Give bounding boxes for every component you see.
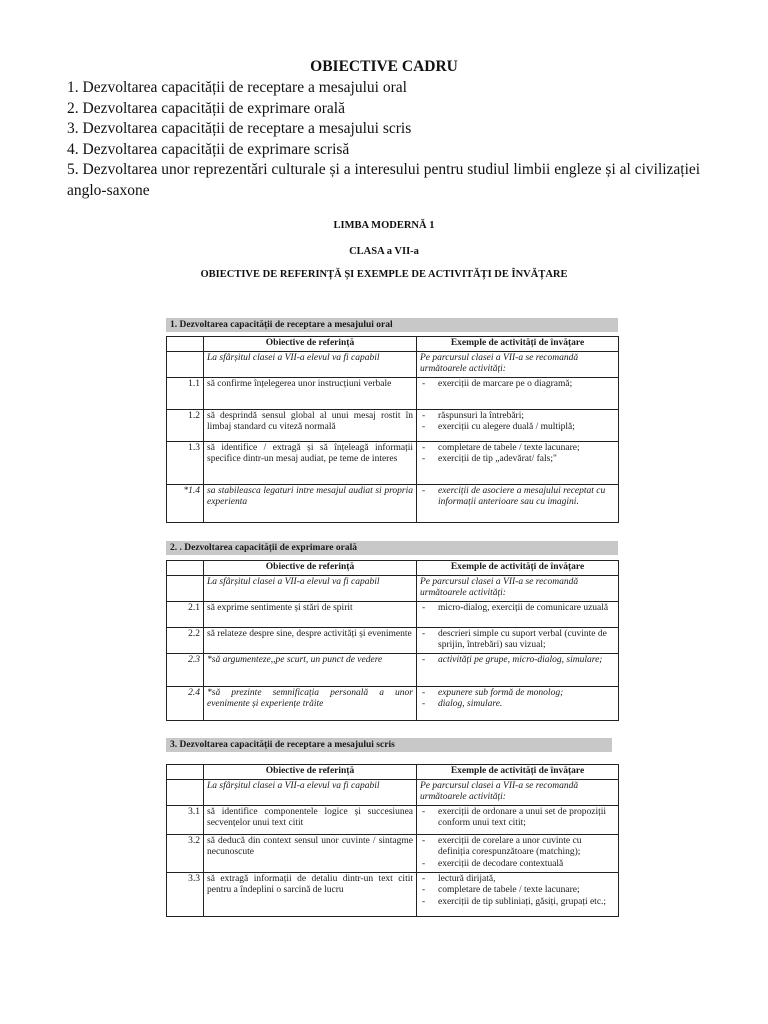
activity-item: - completare de tabele / texte lacunare; — [420, 443, 615, 455]
intro-examples: Pe parcursul clasei a VII-a se recomandă următoarele activități: — [417, 351, 619, 377]
section-2-table — [166, 560, 619, 721]
header-objective: Obiective de referință — [204, 765, 417, 780]
header-objective: Obiective de referință — [204, 561, 417, 576]
row-examples — [417, 441, 619, 484]
table-row — [167, 409, 619, 441]
row-examples — [417, 872, 619, 916]
activity-item: - exerciții de decodare contextuală — [420, 859, 615, 871]
framework-objectives-list — [67, 78, 707, 202]
class-title: CLASA a VII-a — [349, 246, 419, 257]
activity-item: - activități pe grupe, micro-dialog, simulare; — [420, 655, 615, 667]
table-row — [167, 627, 619, 653]
row-number: 2.4 — [167, 686, 204, 720]
framework-objective-4: 4. Dezvoltarea capacității de exprimare scrisă — [67, 140, 350, 158]
row-examples — [417, 805, 619, 834]
row-number: 2.1 — [167, 601, 204, 627]
row-objective: să identifice componentele logice și succesiunea secvențelor unui text citit — [204, 805, 417, 834]
table-row — [167, 653, 619, 686]
row-objective: să desprindă sensul global al unui mesaj rostit în limbaj standard cu viteză normală — [204, 409, 417, 441]
header-empty-cell — [167, 337, 204, 352]
section-1-table — [166, 336, 619, 523]
framework-objective-1: 1. Dezvoltarea capacității de receptare a mesajului oral — [67, 79, 407, 96]
header-empty-cell — [167, 561, 204, 576]
row-number: 2.2 — [167, 627, 204, 653]
activity-item: - exerciții cu alegere duală / multiplă; — [420, 422, 615, 434]
table-header-row — [167, 765, 619, 780]
row-number: 1.1 — [167, 377, 204, 409]
intro-examples: Pe parcursul clasei a VII-a se recomandă următoarele activități: — [417, 575, 619, 601]
section-3-title: 3. Dezvoltarea capacității de receptare a mesajului scris — [166, 738, 612, 752]
table-row — [167, 441, 619, 484]
framework-objective-5: 5. Dezvoltarea unor reprezentări culturale și a interesului pentru studiul limbii engleze și al civilizației anglo-saxone — [67, 161, 701, 199]
header-examples: Exemple de activități de învățare — [417, 561, 619, 576]
row-number: 3.2 — [167, 834, 204, 872]
intro-objective: La sfârșitul clasei a VII-a elevul va fi capabil — [204, 351, 417, 377]
header-empty-cell — [167, 765, 204, 780]
activity-item: - exerciții de tip subliniați, găsiți, grupați etc.; — [420, 897, 615, 909]
section-3-table — [166, 764, 619, 917]
row-objective: să extragă informații de detaliu dintr-un text citit pentru a îndeplini o sarcină de lucru — [204, 872, 417, 916]
row-objective: să deducă din context sensul unor cuvinte / sintagme necunoscute — [204, 834, 417, 872]
table-header-row — [167, 337, 619, 352]
row-number: 1.3 — [167, 441, 204, 484]
intro-empty-cell — [167, 575, 204, 601]
activity-item: - lectură dirijată, — [420, 874, 615, 886]
row-examples — [417, 834, 619, 872]
activity-item: - expunere sub formă de monolog; — [420, 688, 615, 700]
page-title: OBIECTIVE CADRU — [310, 58, 458, 75]
row-examples — [417, 653, 619, 686]
subject-title: LIMBA MODERNĂ 1 — [333, 220, 435, 231]
table-row — [167, 686, 619, 720]
header-objective: Obiective de referință — [204, 337, 417, 352]
table-intro-row — [167, 351, 619, 377]
row-number: 3.3 — [167, 872, 204, 916]
activity-item: - răspunsuri la întrebări; — [420, 411, 615, 423]
intro-objective: La sfârșitul clasei a VII-a elevul va fi capabil — [204, 575, 417, 601]
table-row — [167, 484, 619, 522]
table-row — [167, 834, 619, 872]
row-objective: să confirme înțelegerea unor instrucțiuni verbale — [204, 377, 417, 409]
row-examples — [417, 601, 619, 627]
row-examples — [417, 484, 619, 522]
activity-item: - descrieri simple cu suport verbal (cuvinte de sprijin, întrebări) sau vizual; — [420, 629, 615, 652]
row-examples — [417, 686, 619, 720]
table-row — [167, 377, 619, 409]
row-number: 1.2 — [167, 409, 204, 441]
row-objective: *să prezinte semnificația personală a unor evenimente și experiențe trăite — [204, 686, 417, 720]
row-number: *1.4 — [167, 484, 204, 522]
row-objective: să relateze despre sine, despre activități și evenimente — [204, 627, 417, 653]
activity-item: - exerciții de asociere a mesajului receptat cu informații anterioare sau cu imagini. — [420, 486, 615, 509]
intro-objective: La sfârșitul clasei a VII-a elevul va fi capabil — [204, 779, 417, 805]
table-intro-row — [167, 575, 619, 601]
row-examples — [417, 627, 619, 653]
framework-objective-3: 3. Dezvoltarea capacității de receptare a mesajului scris — [67, 120, 412, 138]
activity-item: - completare de tabele / texte lacunare; — [420, 885, 615, 897]
row-objective: să identifice / extragă și să înțeleagă informații specifice dintr-un mesaj audiat, pe teme de interes — [204, 441, 417, 484]
activity-item: - dialog, simulare. — [420, 699, 615, 711]
row-number: 3.1 — [167, 805, 204, 834]
activity-item: - exerciții de ordonare a unui set de propoziții conform unui text citit; — [420, 807, 615, 830]
row-objective: să exprime sentimente și stări de spirit — [204, 601, 417, 627]
section-title: OBIECTIVE DE REFERINȚĂ ȘI EXEMPLE DE ACTIVITĂȚI DE ÎNVĂȚARE — [200, 269, 568, 280]
table-row — [167, 805, 619, 834]
section-2-title: 2. . Dezvoltarea capacității de exprimare orală — [166, 541, 618, 555]
activity-item: - exerciții de corelare a unor cuvinte cu definiția corespunzătoare (matching); — [420, 836, 615, 859]
activity-item: - exerciții de marcare pe o diagramă; — [420, 379, 615, 391]
intro-examples: Pe parcursul clasei a VII-a se recomandă următoarele activități: — [417, 779, 619, 805]
row-examples — [417, 377, 619, 409]
activity-item: - micro-dialog, exerciții de comunicare uzuală — [420, 603, 615, 615]
table-row — [167, 601, 619, 627]
header-examples: Exemple de activități de învățare — [417, 765, 619, 780]
activity-item: - exerciții de tip „adevărat/ fals;" — [420, 454, 615, 466]
section-1-title: 1. Dezvoltarea capacității de receptare a mesajului oral — [166, 318, 618, 332]
intro-empty-cell — [167, 779, 204, 805]
table-row — [167, 872, 619, 916]
table-intro-row — [167, 779, 619, 805]
intro-empty-cell — [167, 351, 204, 377]
row-objective: *să argumenteze,,pe scurt, un punct de vedere — [204, 653, 417, 686]
framework-objective-2: 2. Dezvoltarea capacității de exprimare orală — [67, 99, 345, 117]
row-examples — [417, 409, 619, 441]
row-number: 2.3 — [167, 653, 204, 686]
table-header-row — [167, 561, 619, 576]
header-examples: Exemple de activități de învățare — [417, 337, 619, 352]
row-objective: sa stabileasca legaturi intre mesajul audiat si propria experienta — [204, 484, 417, 522]
